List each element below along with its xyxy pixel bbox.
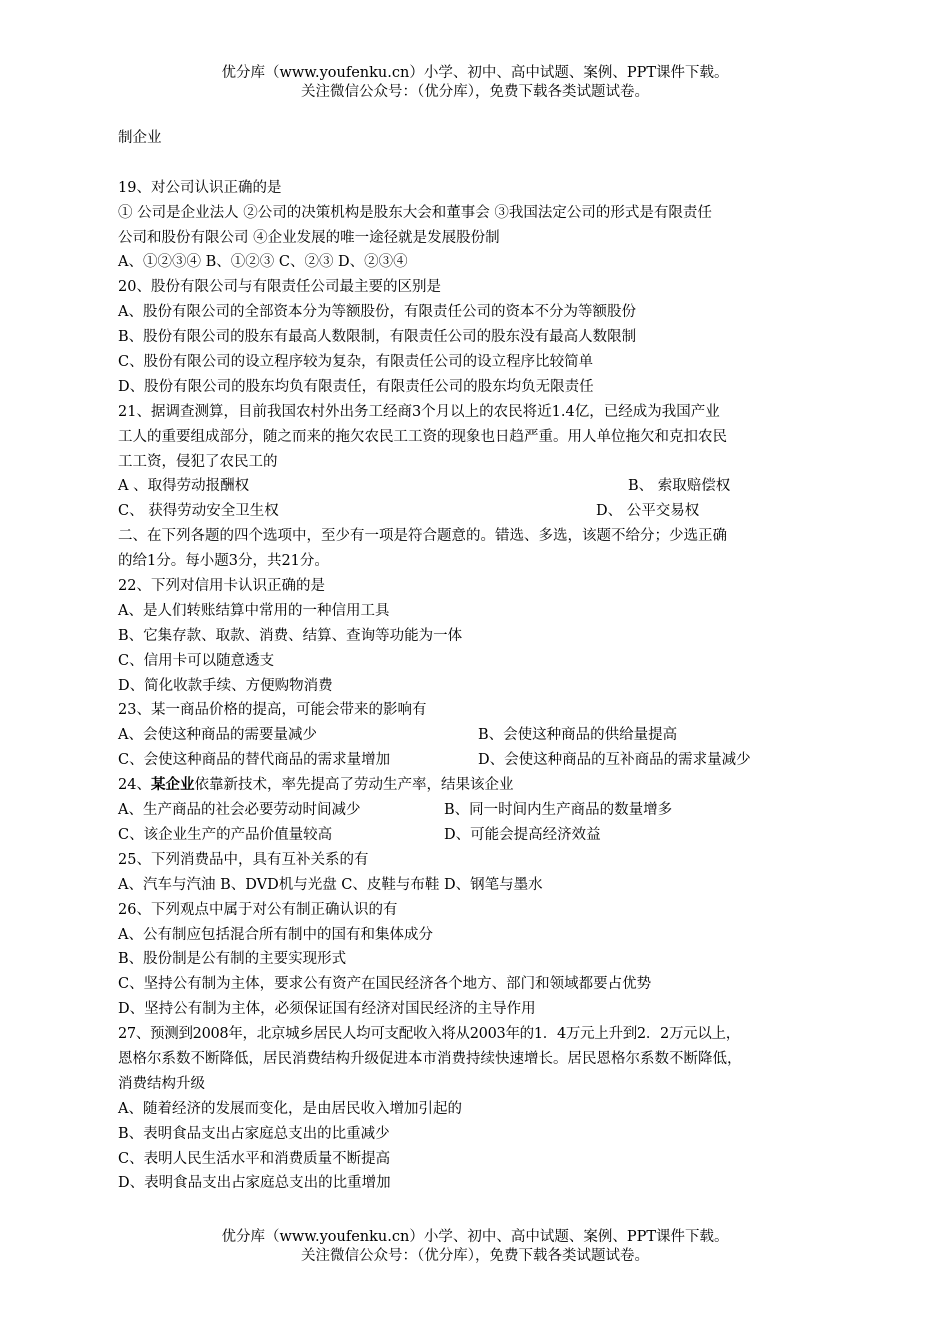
q22-option-b: B、它集存款、取款、消费、结算、查询等功能为一体 [118,627,463,644]
header-line-2: 关注微信公众号：（优分库），免费下载各类试题试卷。 [301,84,649,100]
section-2-line-1: 二、在下列各题的四个选项中，至少有一项是符合题意的。错选、多选，该题不给分；少选正确 [118,528,727,545]
page-header [0,64,950,102]
q27-option-d: D、表明食品支出占家庭总支出的比重增加 [118,1175,391,1192]
q21-option-d: D、 公平交易权 [596,503,700,520]
q27-option-b: B、表明食品支出占家庭总支出的比重减少 [118,1125,390,1142]
q21-option-a: A 、取得劳动报酬权 [118,478,250,495]
q24-stem-prefix: 24、 [118,777,151,794]
q24-stem-bold: 某企业 [150,776,195,794]
q21-line-3: 工工资，侵犯了农民工的 [118,453,278,470]
q27-option-c: C、表明人民生活水平和消费质量不断提高 [118,1150,391,1167]
q21-options-row-2 [118,499,838,524]
q23-option-a: A、会使这种商品的需要量减少 [118,727,317,744]
q21-options-row-1 [118,474,838,499]
q25-options: A、汽车与汽油 B、DVD机与光盘 C、皮鞋与布鞋 D、钢笔与墨水 [118,876,543,893]
exam-content [118,126,838,1196]
header-line-1: 优分库（www.youfenku.cn）小学、初中、高中试题、案例、PPT课件下载。 [221,65,729,81]
q26-option-c: C、坚持公有制为主体，要求公有资产在国民经济各个地方、部门和领域都要占优势 [118,976,652,993]
q24-option-c: C、该企业生产的产品价值量较高 [118,826,333,843]
q27-line-1: 27、预测到2008年，北京城乡居民人均可支配收入将从2003年的1．4万元上升到2．2万元以上， [118,1026,740,1043]
q21-option-c: C、 获得劳动安全卫生权 [118,503,279,520]
q19-line-2: 公司和股份有限公司 ④企业发展的唯一途径就是发展股份制 [118,229,500,246]
q22-option-c: C、信用卡可以随意透支 [118,652,275,669]
q22-option-d: D、简化收款手续、方便购物消费 [118,677,333,694]
q20-option-c: C、股份有限公司的设立程序较为复杂，有限责任公司的设立程序比较简单 [118,354,594,371]
q21-line-2: 工人的重要组成部分，随之而来的拖欠农民工工资的现象也日趋严重。用人单位拖欠和克扣农民 [118,428,727,445]
footer-line-1: 优分库（www.youfenku.cn）小学、初中、高中试题、案例、PPT课件下载。 [221,1229,729,1245]
q25-stem: 25、下列消费品中，具有互补关系的有 [118,851,369,868]
q24-stem [118,773,838,798]
q21-line-1: 21、据调查测算，目前我国农村外出务工经商3个月以上的农民将近1.4亿，已经成为我国产业 [118,403,720,420]
q26-option-a: A、公有制应包括混合所有制中的国有和集体成分 [118,926,433,943]
q22-option-a: A、是人们转账结算中常用的一种信用工具 [118,602,390,619]
q24-option-b: B、同一时间内生产商品的数量增多 [444,802,673,819]
q23-options-row-1 [118,723,838,748]
q24-options-row-1 [118,798,838,823]
q23-options-row-2 [118,748,838,773]
blank-line [118,151,838,176]
q23-stem: 23、某一商品价格的提高，可能会带来的影响有 [118,702,427,719]
q20-option-a: A、股份有限公司的全部资本分为等额股份，有限责任公司的资本不分为等额股份 [118,304,636,321]
q23-option-c: C、会使这种商品的替代商品的需求量增加 [118,752,391,769]
intro-text: 制企业 [118,130,162,146]
section-2-line-2: 的给1分。每小题3分，共21分。 [118,553,329,570]
q24-options-row-2 [118,823,838,848]
q24-stem-rest: 依靠新技术，率先提高了劳动生产率，结果该企业 [194,777,514,794]
q20-option-d: D、股份有限公司的股东均负有限责任，有限责任公司的股东均负无限责任 [118,378,594,395]
q27-line-2: 恩格尔系数不断降低，居民消费结构升级促进本市消费持续快速增长。居民恩格尔系数不断降低， [118,1050,742,1067]
q19-line-1: ① 公司是企业法人 ②公司的决策机构是股东大会和董事会 ③我国法定公司的形式是有限责任 [118,204,712,221]
q23-option-d: D、会使这种商品的互补商品的需求量减少 [478,752,751,769]
q24-option-d: D、可能会提高经济效益 [444,826,601,843]
q27-option-a: A、随着经济的发展而变化，是由居民收入增加引起的 [118,1100,462,1117]
q19-options: A、①②③④ B、①②③ C、②③ D、②③④ [118,254,408,271]
q23-option-b: B、会使这种商品的供给量提高 [478,727,678,744]
q19-stem: 19、对公司认识正确的是 [118,179,282,196]
q27-line-3: 消费结构升级 [118,1075,205,1092]
q26-stem: 26、下列观点中属于对公有制正确认识的有 [118,901,398,918]
q20-stem: 20、股份有限公司与有限责任公司最主要的区别是 [118,279,441,296]
q21-option-b: B、 索取赔偿权 [628,478,731,495]
q20-option-b: B、股份有限公司的股东有最高人数限制，有限责任公司的股东没有最高人数限制 [118,329,637,346]
q24-option-a: A、生产商品的社会必要劳动时间减少 [118,802,361,819]
q22-stem: 22、下列对信用卡认识正确的是 [118,578,325,595]
footer-line-2: 关注微信公众号：（优分库），免费下载各类试题试卷。 [301,1248,649,1264]
q26-option-d: D、坚持公有制为主体，必须保证国有经济对国民经济的主导作用 [118,1001,536,1018]
q26-option-b: B、股份制是公有制的主要实现形式 [118,951,347,968]
page-footer [0,1228,950,1266]
